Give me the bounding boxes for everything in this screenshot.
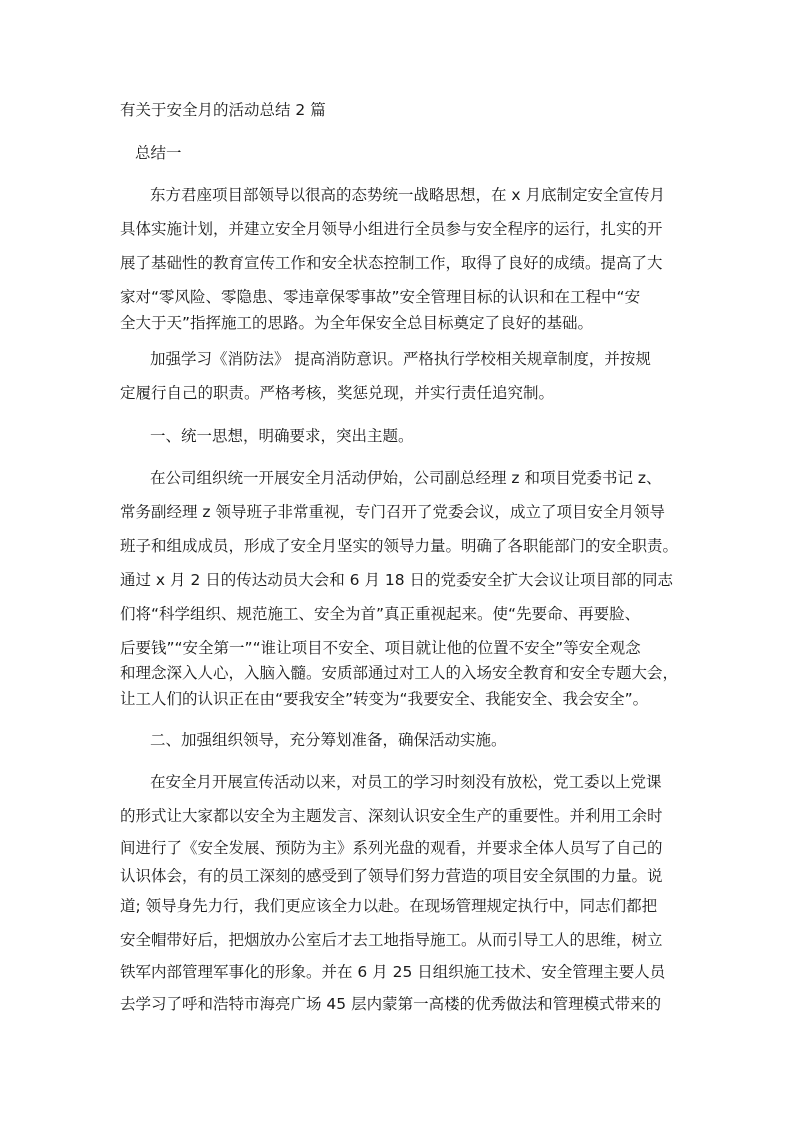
text-line: 常务副经理 z 领导班子非常重视，专门召开了党委会议，成立了项目安全月领导 [120,503,665,521]
text-line: 在公司组织统一开展安全月活动伊始，公司副总经理 z 和项目党委书记 z、 [150,469,662,487]
text-line: 道; 领导身先力行，我们更应该全力以赴。在现场管理规定执行中，同志们都把 [120,897,658,915]
text-line: 通过 x 月 2 日的传达动员大会和 6 月 18 日的党委安全扩大会议让项目部的同志 [120,571,674,589]
text-line: 加强学习《消防法》 提高消防意识。严格执行学校相关规章制度，并按规 [150,350,651,368]
text-line: 和理念深入人心，入脑入髓。安质部通过对工人的入场安全教育和安全专题大会， [120,664,679,682]
text-line: 定履行自己的职责。严格考核，奖惩兑现，并实行责任追究制。 [120,384,555,402]
text-line: 后要钱”“安全第一”“谁让项目不安全、项目就让他的位置不安全”等安全观念 [120,639,641,657]
text-line: 全大于天”指挥施工的思路。为全年保安全总目标奠定了良好的基础。 [120,314,594,332]
text-line: 在安全月开展宣传活动以来，对员工的学习时刻没有放松，党工委以上党课 [150,773,662,791]
text-line: 具体实施计划，并建立安全月领导小组进行全员参与安全程序的运行，扎实的开 [120,220,663,238]
text-line: 去学习了呼和浩特市海亮广场 45 层内蒙第一高楼的优秀做法和管理模式带来的 [120,995,662,1013]
text-line: 家对“零风险、零隐患、零违章保零事故”安全管理目标的认识和在工程中“安 [120,288,641,306]
text-line: 的形式让大家都以安全为主题发言、深刻认识安全生产的重要性。并利用工余时 [120,807,663,825]
section-heading: 总结一 [135,144,182,162]
text-line: 展了基础性的教育宣传工作和安全状态控制工作，取得了良好的成绩。提高了大 [120,254,663,272]
text-line: 安全帽带好后，把烟放办公室后才去工地指导施工。从而引导工人的思维，树立 [120,931,663,949]
text-line: 让工人们的认识正在由“要我安全”转变为“我要安全、我能安全、我会安全”。 [120,690,649,708]
text-line: 们将“科学组织、规范施工、安全为首”真正重视起来。使“先要命、再要脸、 [120,605,641,623]
document-title: 有关于安全月的活动总结 2 篇 [120,101,326,119]
text-line: 认识体会，有的员工深刻的感受到了领导们努力营造的项目安全氛围的力量。说 [120,867,663,885]
subheading: 二、加强组织领导，充分筹划准备，确保活动实施。 [150,731,507,749]
text-line: 铁军内部管理军事化的形象。并在 6 月 25 日组织施工技术、安全管理主要人员 [120,963,666,981]
text-line: 班子和组成成员，形成了安全月坚实的领导力量。明确了各职能部门的安全职责。 [120,537,679,555]
text-line: 东方君座项目部领导以很高的态势统一战略思想，在 x 月底制定安全宣传月 [150,186,666,204]
subheading: 一、统一思想，明确要求，突出主题。 [150,427,414,445]
text-line: 间进行了《安全发展、预防为主》系列光盘的观看，并要求全体人员写了自己的 [120,839,663,857]
